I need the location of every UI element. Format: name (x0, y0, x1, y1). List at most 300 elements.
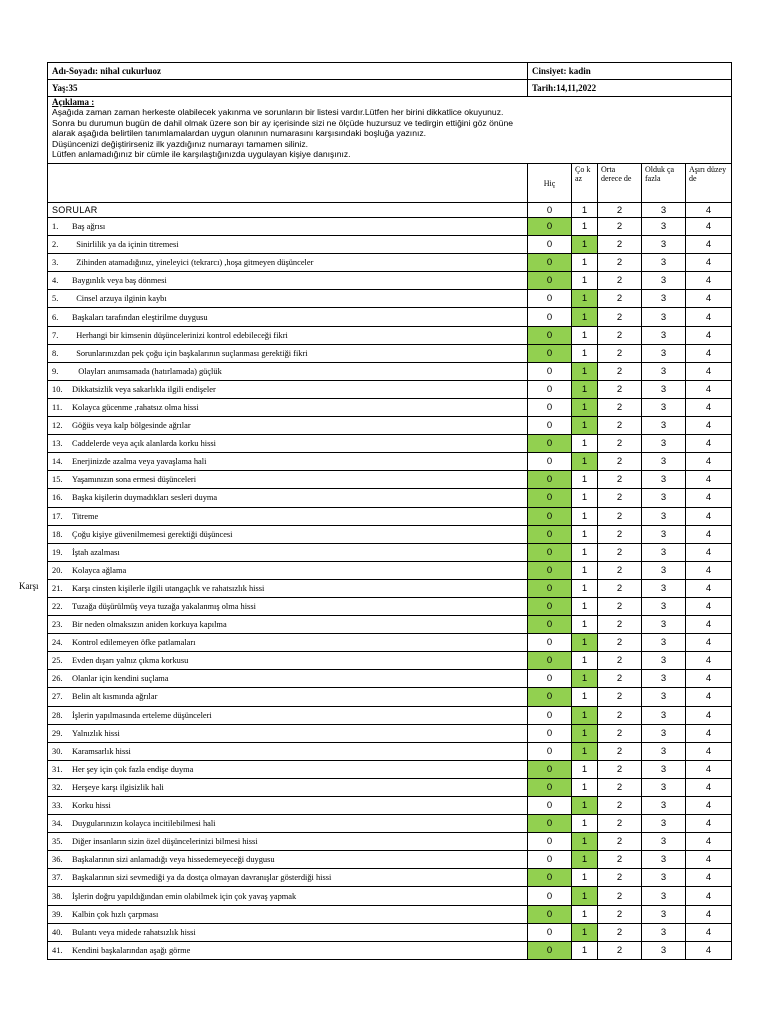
question-number: 21. (52, 583, 63, 593)
question-number: 26. (52, 674, 63, 684)
answer-cell[interactable]: 3 (642, 272, 686, 290)
answer-cell[interactable]: 2 (598, 308, 642, 326)
question-row (48, 670, 732, 688)
answer-cell[interactable]: 3 (642, 417, 686, 435)
gender-field: Cinsiyet: kadin (528, 63, 732, 80)
question-number: 9. (52, 366, 59, 376)
answer-cell[interactable]: 2 (598, 561, 642, 579)
answer-cell[interactable]: 2 (598, 453, 642, 471)
question-number: 23. (52, 620, 63, 630)
answer-cell[interactable]: 0 (528, 236, 572, 254)
answer-cell[interactable]: 1 (572, 597, 598, 615)
question-row (48, 272, 732, 290)
answer-cell-selected[interactable]: 1 (572, 797, 598, 815)
answer-cell[interactable]: 2 (598, 833, 642, 851)
answer-cell[interactable]: 1 (572, 941, 598, 959)
answer-cell[interactable]: 1 (572, 272, 598, 290)
answer-cell-selected[interactable]: 1 (572, 742, 598, 760)
question-row (48, 833, 732, 851)
answer-cell[interactable]: 3 (642, 290, 686, 308)
answer-cell-selected[interactable]: 0 (528, 616, 572, 634)
answer-cell-selected[interactable]: 1 (572, 923, 598, 941)
answer-cell[interactable]: 3 (642, 579, 686, 597)
answer-cell[interactable]: 3 (642, 760, 686, 778)
answer-cell[interactable]: 4 (686, 670, 732, 688)
answer-cell-selected[interactable]: 0 (528, 760, 572, 778)
explanation-line: alarak aşağıda belirtilen tanımlamalardan uygun olanının numarasını karşısındaki boşluğa yazınız. (52, 128, 427, 139)
answer-cell[interactable]: 0 (528, 887, 572, 905)
answer-cell[interactable]: 4 (686, 616, 732, 634)
answer-cell[interactable]: 3 (642, 398, 686, 416)
answer-cell[interactable]: 1 (572, 778, 598, 796)
answer-cell[interactable]: 3 (642, 254, 686, 272)
answer-cell[interactable]: 3 (642, 887, 686, 905)
answer-cell-selected[interactable]: 0 (528, 326, 572, 344)
answer-cell[interactable]: 2 (598, 380, 642, 398)
answer-cell[interactable]: 2 (598, 706, 642, 724)
question-text-cell (48, 326, 528, 344)
question-text-cell (48, 561, 528, 579)
answer-cell[interactable]: 1 (572, 435, 598, 453)
question-number: 40. (52, 927, 63, 937)
question-row (48, 706, 732, 724)
answer-cell[interactable]: 2 (598, 543, 642, 561)
answer-cell[interactable]: 2 (598, 905, 642, 923)
answer-cell[interactable]: 3 (642, 344, 686, 362)
answer-cell[interactable]: 2 (598, 579, 642, 597)
answer-cell[interactable]: 2 (598, 597, 642, 615)
answer-cell[interactable]: 1 (572, 616, 598, 634)
answer-cell[interactable]: 4 (686, 634, 732, 652)
question-row (48, 797, 732, 815)
answer-cell[interactable]: 3 (642, 308, 686, 326)
answer-cell[interactable]: 4 (686, 778, 732, 796)
question-text: Baş ağrısı (72, 222, 106, 232)
answer-cell[interactable]: 1 (572, 760, 598, 778)
answer-cell-selected[interactable]: 0 (528, 218, 572, 236)
answer-cell[interactable]: 2 (598, 525, 642, 543)
answer-cell[interactable]: 2 (598, 815, 642, 833)
question-text: Başkaları tarafından eleştirilme duygusu (72, 312, 208, 322)
answer-cell[interactable]: 3 (642, 218, 686, 236)
question-row (48, 471, 732, 489)
answer-cell[interactable]: 0 (528, 923, 572, 941)
question-number: 19. (52, 547, 63, 557)
question-row (48, 869, 732, 887)
question-row (48, 525, 732, 543)
answer-cell[interactable]: 0 (528, 634, 572, 652)
question-number: 6. (52, 312, 59, 322)
answer-cell[interactable]: 2 (598, 923, 642, 941)
answer-cell[interactable]: 2 (598, 869, 642, 887)
answer-cell[interactable]: 2 (598, 941, 642, 959)
answer-cell-selected[interactable]: 0 (528, 778, 572, 796)
question-text: Bir neden olmaksızın aniden korkuya kapılma (72, 620, 227, 630)
answer-cell[interactable]: 3 (642, 561, 686, 579)
answer-cell[interactable]: 4 (686, 688, 732, 706)
questionnaire-table (47, 62, 732, 960)
answer-cell[interactable]: 1 (572, 688, 598, 706)
answer-cell[interactable]: 2 (598, 887, 642, 905)
answer-cell[interactable]: 0 (528, 833, 572, 851)
question-text: Caddelerde veya açık alanlarda korku hissi (72, 439, 216, 449)
answer-cell[interactable]: 1 (572, 507, 598, 525)
answer-cell[interactable]: 0 (528, 453, 572, 471)
answer-cell[interactable]: 3 (642, 923, 686, 941)
question-row (48, 489, 732, 507)
age-field: Yaş:35 (48, 80, 528, 97)
answer-cell[interactable]: 3 (642, 362, 686, 380)
question-text-cell (48, 272, 528, 290)
question-text-cell (48, 923, 528, 941)
answer-cell[interactable]: 4 (686, 815, 732, 833)
answer-cell[interactable]: 4 (686, 833, 732, 851)
answer-cell[interactable]: 3 (642, 905, 686, 923)
answer-cell-selected[interactable]: 1 (572, 308, 598, 326)
question-row (48, 887, 732, 905)
answer-cell[interactable]: 4 (686, 652, 732, 670)
question-number: 22. (52, 602, 63, 612)
question-row (48, 453, 732, 471)
answer-cell[interactable]: 4 (686, 308, 732, 326)
answer-cell[interactable]: 4 (686, 525, 732, 543)
answer-cell[interactable]: 0 (528, 308, 572, 326)
answer-cell[interactable]: 4 (686, 579, 732, 597)
question-text: Olanlar için kendini suçlama (72, 674, 169, 684)
answer-cell-selected[interactable]: 1 (572, 887, 598, 905)
answer-cell[interactable]: 2 (598, 652, 642, 670)
answer-cell[interactable]: 3 (642, 616, 686, 634)
question-text-cell (48, 579, 528, 597)
question-number: 28. (52, 710, 63, 720)
answer-cell[interactable]: 1 (572, 815, 598, 833)
answer-cell-selected[interactable]: 0 (528, 435, 572, 453)
answer-cell[interactable]: 4 (686, 851, 732, 869)
answer-cell[interactable]: 4 (686, 489, 732, 507)
answer-cell-selected[interactable]: 1 (572, 362, 598, 380)
answer-cell-selected[interactable]: 0 (528, 471, 572, 489)
answer-cell[interactable]: 2 (598, 344, 642, 362)
answer-cell[interactable]: 3 (642, 670, 686, 688)
question-row (48, 290, 732, 308)
answer-cell-selected[interactable]: 0 (528, 561, 572, 579)
option-asiri: Aşırı düzey de (686, 164, 732, 203)
answer-cell[interactable]: 2 (598, 417, 642, 435)
question-text: Duygularınızın kolayca incitilebilmesi hali (72, 819, 216, 829)
answer-cell[interactable]: 4 (686, 417, 732, 435)
question-text: Yaşamınızın sona ermesi düşünceleri (72, 475, 197, 485)
answer-cell[interactable]: 2 (598, 435, 642, 453)
answer-cell[interactable]: 3 (642, 688, 686, 706)
question-text-cell (48, 380, 528, 398)
answer-cell[interactable]: 4 (686, 218, 732, 236)
question-text: Kendini başkalarından aşağı görme (72, 945, 191, 955)
question-text: Yalnızlık hissi (72, 728, 120, 738)
answer-cell[interactable]: 4 (686, 543, 732, 561)
answer-cell[interactable]: 3 (642, 652, 686, 670)
question-number: 37. (52, 873, 63, 883)
answer-cell[interactable]: 2 (598, 797, 642, 815)
answer-cell[interactable]: 4 (686, 254, 732, 272)
answer-cell[interactable]: 3 (642, 543, 686, 561)
answer-cell[interactable]: 0 (528, 706, 572, 724)
answer-cell[interactable]: 3 (642, 453, 686, 471)
answer-cell[interactable]: 2 (598, 362, 642, 380)
question-number: 12. (52, 421, 63, 431)
answer-cell[interactable]: 3 (642, 507, 686, 525)
answer-cell[interactable]: 1 (572, 344, 598, 362)
answer-cell-selected[interactable]: 1 (572, 851, 598, 869)
question-text: Herhangi bir kimsenin düşüncelerinizi kontrol edebileceği fikri (72, 330, 288, 340)
answer-cell[interactable]: 4 (686, 905, 732, 923)
answer-cell-selected[interactable]: 0 (528, 869, 572, 887)
answer-cell-selected[interactable]: 1 (572, 833, 598, 851)
answer-cell[interactable]: 4 (686, 471, 732, 489)
answer-cell-selected[interactable]: 1 (572, 380, 598, 398)
question-text: Baygınlık veya baş dönmesi (72, 276, 167, 286)
question-text-cell (48, 887, 528, 905)
answer-cell-selected[interactable]: 1 (572, 236, 598, 254)
answer-cell[interactable]: 0 (528, 362, 572, 380)
explanation-line: Lütfen anlamadığınız bir cümle ile karşılaştığınızda uygulayan kişiye danışınız. (52, 149, 351, 160)
answer-cell[interactable]: 0 (528, 670, 572, 688)
question-text-cell (48, 724, 528, 742)
question-text-cell (48, 398, 528, 416)
answer-cell[interactable]: 4 (686, 760, 732, 778)
question-number: 11. (52, 402, 63, 412)
answer-cell-selected[interactable]: 0 (528, 815, 572, 833)
answer-cell[interactable]: 3 (642, 489, 686, 507)
question-number: 33. (52, 801, 63, 811)
answer-cell-selected[interactable]: 0 (528, 652, 572, 670)
question-text: Her şey için çok fazla endişe duyma (72, 764, 194, 774)
question-text-cell (48, 742, 528, 760)
answer-cell[interactable]: 4 (686, 923, 732, 941)
answer-cell[interactable]: 1 (572, 471, 598, 489)
answer-cell[interactable]: 1 (572, 905, 598, 923)
answer-cell[interactable]: 4 (686, 561, 732, 579)
question-number: 34. (52, 819, 63, 829)
answer-cell-selected[interactable]: 0 (528, 597, 572, 615)
answer-cell[interactable]: 2 (598, 254, 642, 272)
question-text: Sinirlilik ya da içinin titremesi (72, 240, 179, 250)
answer-cell[interactable]: 3 (642, 724, 686, 742)
answer-cell[interactable]: 4 (686, 435, 732, 453)
answer-cell[interactable]: 4 (686, 597, 732, 615)
question-text: Karşı cinsten kişilerle ilgili utangaçlık ve rahatsızlık hissi (72, 583, 265, 593)
answer-cell[interactable]: 0 (528, 290, 572, 308)
question-text-cell (48, 869, 528, 887)
answer-cell[interactable]: 4 (686, 706, 732, 724)
answer-cell[interactable]: 3 (642, 869, 686, 887)
answer-cell[interactable]: 3 (642, 706, 686, 724)
answer-cell[interactable]: 1 (572, 254, 598, 272)
answer-cell[interactable]: 1 (572, 489, 598, 507)
answer-cell[interactable]: 2 (598, 688, 642, 706)
question-number: 30. (52, 746, 63, 756)
answer-cell[interactable]: 2 (598, 471, 642, 489)
answer-cell[interactable]: 3 (642, 380, 686, 398)
answer-cell[interactable]: 4 (686, 453, 732, 471)
answer-cell[interactable]: 2 (598, 398, 642, 416)
answer-cell[interactable]: 2 (598, 760, 642, 778)
question-row (48, 760, 732, 778)
answer-cell[interactable]: 4 (686, 290, 732, 308)
answer-cell[interactable]: 1 (572, 579, 598, 597)
answer-cell[interactable]: 4 (686, 887, 732, 905)
answer-cell[interactable]: 0 (528, 380, 572, 398)
question-row (48, 254, 732, 272)
answer-cell[interactable]: 2 (598, 218, 642, 236)
answer-cell[interactable]: 0 (528, 398, 572, 416)
question-text: Başkalarının sizi sevmediği ya da dostça olmayan davranışlar gösterdiği hissi (72, 873, 332, 883)
answer-cell[interactable]: 3 (642, 471, 686, 489)
question-row (48, 634, 732, 652)
answer-cell[interactable]: 2 (598, 616, 642, 634)
question-text: Başka kişilerin duymadıkları sesleri duyma (72, 493, 218, 503)
question-number: 27. (52, 692, 63, 702)
answer-cell[interactable]: 2 (598, 326, 642, 344)
question-text-cell (48, 670, 528, 688)
answer-cell[interactable]: 2 (598, 742, 642, 760)
answer-cell-selected[interactable]: 0 (528, 525, 572, 543)
answer-cell[interactable]: 3 (642, 797, 686, 815)
answer-cell[interactable]: 3 (642, 634, 686, 652)
question-row (48, 724, 732, 742)
answer-cell[interactable]: 4 (686, 380, 732, 398)
answer-cell-selected[interactable]: 0 (528, 489, 572, 507)
question-row (48, 815, 732, 833)
answer-cell[interactable]: 1 (572, 525, 598, 543)
answer-cell[interactable]: 1 (572, 218, 598, 236)
question-row (48, 236, 732, 254)
question-row (48, 742, 732, 760)
explanation-row (48, 97, 732, 164)
answer-cell-selected[interactable]: 1 (572, 417, 598, 435)
answer-cell-selected[interactable]: 0 (528, 688, 572, 706)
answer-cell[interactable]: 3 (642, 236, 686, 254)
answer-cell-selected[interactable]: 1 (572, 670, 598, 688)
answer-cell[interactable]: 3 (642, 597, 686, 615)
question-text: Titreme (72, 511, 99, 521)
answer-cell[interactable]: 4 (686, 344, 732, 362)
answer-cell-selected[interactable]: 0 (528, 344, 572, 362)
answer-cell[interactable]: 3 (642, 833, 686, 851)
question-row (48, 923, 732, 941)
question-text: Enerjinizde azalma veya yavaşlama hali (72, 457, 207, 467)
question-number: 31. (52, 764, 63, 774)
explanation-cell (48, 97, 732, 164)
answer-cell[interactable]: 4 (686, 797, 732, 815)
answer-cell[interactable]: 2 (598, 236, 642, 254)
answer-cell-selected[interactable]: 1 (572, 453, 598, 471)
answer-cell[interactable]: 1 (572, 326, 598, 344)
answer-cell[interactable]: 4 (686, 724, 732, 742)
answer-cell-selected[interactable]: 1 (572, 398, 598, 416)
question-number: 7. (52, 330, 59, 340)
answer-cell[interactable]: 2 (598, 489, 642, 507)
answer-cell[interactable]: 2 (598, 851, 642, 869)
margin-note: Karşı (19, 581, 39, 591)
answer-cell[interactable]: 4 (686, 941, 732, 959)
answer-cell-selected[interactable]: 0 (528, 254, 572, 272)
answer-cell[interactable]: 0 (528, 724, 572, 742)
answer-cell-selected[interactable]: 1 (572, 724, 598, 742)
question-number: 15. (52, 475, 63, 485)
answer-cell[interactable]: 3 (642, 778, 686, 796)
answer-cell-selected[interactable]: 0 (528, 543, 572, 561)
question-text: Bulantı veya midede rahatsızlık hissi (72, 927, 196, 937)
answer-cell[interactable]: 2 (598, 272, 642, 290)
answer-cell[interactable]: 3 (642, 851, 686, 869)
answer-cell[interactable]: 4 (686, 398, 732, 416)
answer-cell[interactable]: 3 (642, 326, 686, 344)
answer-cell[interactable]: 2 (598, 290, 642, 308)
answer-cell-selected[interactable]: 0 (528, 941, 572, 959)
answer-cell[interactable]: 1 (572, 869, 598, 887)
answer-cell[interactable]: 4 (686, 507, 732, 525)
answer-cell-selected[interactable]: 0 (528, 507, 572, 525)
answer-cell[interactable]: 0 (528, 797, 572, 815)
question-text: Sorunlarınızdan pek çoğu için başkalarının suçlanması gerektiği fikri (72, 348, 308, 358)
answer-cell[interactable]: 3 (642, 815, 686, 833)
answer-cell-selected[interactable]: 0 (528, 905, 572, 923)
question-text-cell (48, 453, 528, 471)
answer-cell[interactable]: 4 (686, 236, 732, 254)
answer-cell-selected[interactable]: 1 (572, 706, 598, 724)
question-row (48, 380, 732, 398)
answer-cell-selected[interactable]: 1 (572, 634, 598, 652)
answer-cell-selected[interactable]: 0 (528, 579, 572, 597)
header-row-2 (48, 80, 732, 97)
question-number: 36. (52, 855, 63, 865)
answer-cell[interactable]: 1 (572, 652, 598, 670)
question-number: 14. (52, 457, 63, 467)
answer-cell[interactable]: 4 (686, 869, 732, 887)
answer-cell-selected[interactable]: 0 (528, 272, 572, 290)
answer-cell[interactable]: 3 (642, 525, 686, 543)
answer-cell[interactable]: 4 (686, 326, 732, 344)
answer-cell[interactable]: 2 (598, 670, 642, 688)
answer-cell[interactable]: 2 (598, 634, 642, 652)
question-row (48, 941, 732, 959)
question-text-cell (48, 905, 528, 923)
answer-cell[interactable]: 3 (642, 941, 686, 959)
question-number: 17. (52, 511, 63, 521)
answer-cell[interactable]: 2 (598, 778, 642, 796)
answer-cell[interactable]: 0 (528, 417, 572, 435)
question-number: 2. (52, 240, 59, 250)
answer-cell[interactable]: 4 (686, 272, 732, 290)
answer-cell-selected[interactable]: 1 (572, 290, 598, 308)
answer-cell[interactable]: 1 (572, 543, 598, 561)
answer-cell[interactable]: 1 (572, 561, 598, 579)
answer-cell[interactable]: 4 (686, 742, 732, 760)
answer-cell[interactable]: 3 (642, 742, 686, 760)
answer-cell[interactable]: 2 (598, 507, 642, 525)
question-text: Kolayca ağlama (72, 565, 127, 575)
question-text: Başkalarının sizi anlamadığı veya hissedemeyeceği duygusu (72, 855, 275, 865)
answer-cell[interactable]: 0 (528, 851, 572, 869)
answer-cell[interactable]: 3 (642, 435, 686, 453)
sorular-label: SORULAR (48, 203, 528, 218)
question-text: Korku hissi (72, 801, 111, 811)
header-row-1 (48, 63, 732, 80)
answer-cell[interactable]: 2 (598, 724, 642, 742)
answer-cell[interactable]: 4 (686, 362, 732, 380)
question-row (48, 905, 732, 923)
answer-cell[interactable]: 0 (528, 742, 572, 760)
